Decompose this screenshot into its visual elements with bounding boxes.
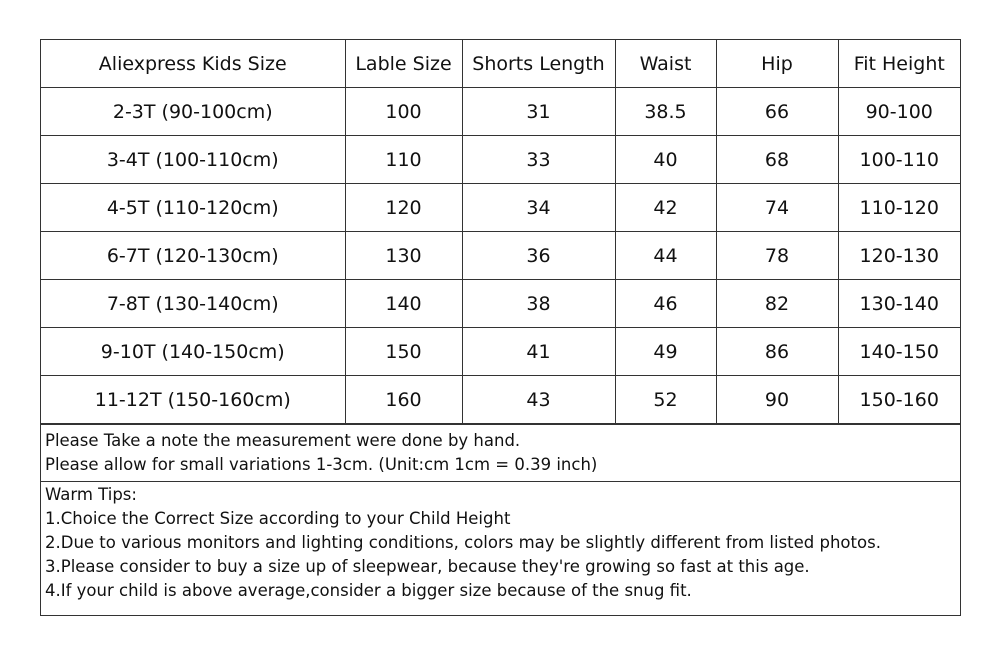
table-row — [41, 280, 960, 328]
cell-waist: 52 — [615, 376, 716, 424]
cell-label-size: 120 — [345, 184, 462, 232]
cell-label-size: 110 — [345, 136, 462, 184]
cell-fit-height: 140-150 — [838, 328, 960, 376]
cell-waist: 40 — [615, 136, 716, 184]
cell-shorts-length: 41 — [462, 328, 615, 376]
cell-hip: 74 — [716, 184, 838, 232]
cell-label-size: 150 — [345, 328, 462, 376]
cell-label-size: 140 — [345, 280, 462, 328]
cell-hip: 68 — [716, 136, 838, 184]
cell-fit-height: 110-120 — [838, 184, 960, 232]
header-label-size: Lable Size — [345, 40, 462, 88]
cell-kids-size: 6-7T (120-130cm) — [41, 232, 345, 280]
tip-item: 3.Please consider to buy a size up of sleepwear, because they're growing so fast at this age. — [45, 557, 810, 576]
cell-shorts-length: 34 — [462, 184, 615, 232]
header-kids-size: Aliexpress Kids Size — [41, 40, 345, 88]
cell-shorts-length: 36 — [462, 232, 615, 280]
table-header-row — [41, 40, 960, 88]
cell-fit-height: 90-100 — [838, 88, 960, 136]
cell-hip: 86 — [716, 328, 838, 376]
cell-shorts-length: 38 — [462, 280, 615, 328]
header-fit-height: Fit Height — [838, 40, 960, 88]
warm-tips — [41, 481, 960, 615]
table-row — [41, 328, 960, 376]
cell-hip: 78 — [716, 232, 838, 280]
cell-kids-size: 2-3T (90-100cm) — [41, 88, 345, 136]
cell-shorts-length: 33 — [462, 136, 615, 184]
cell-waist: 44 — [615, 232, 716, 280]
cell-shorts-length: 43 — [462, 376, 615, 424]
note-line-hand-measured: Please Take a note the measurement were done by hand. — [45, 431, 521, 450]
cell-kids-size: 3-4T (100-110cm) — [41, 136, 345, 184]
cell-fit-height: 120-130 — [838, 232, 960, 280]
cell-kids-size: 11-12T (150-160cm) — [41, 376, 345, 424]
tip-item: 4.If your child is above average,consider a bigger size because of the snug fit. — [45, 581, 692, 600]
cell-waist: 46 — [615, 280, 716, 328]
cell-kids-size: 7-8T (130-140cm) — [41, 280, 345, 328]
cell-hip: 82 — [716, 280, 838, 328]
warm-tips-title: Warm Tips: — [45, 485, 137, 504]
cell-kids-size: 9-10T (140-150cm) — [41, 328, 345, 376]
cell-hip: 90 — [716, 376, 838, 424]
size-table — [41, 40, 960, 424]
measurement-note — [41, 424, 960, 481]
tip-item: 2.Due to various monitors and lighting conditions, colors may be slightly different from listed photos. — [45, 533, 881, 552]
cell-label-size: 130 — [345, 232, 462, 280]
header-shorts-length: Shorts Length — [462, 40, 615, 88]
header-waist: Waist — [615, 40, 716, 88]
table-row — [41, 232, 960, 280]
cell-waist: 38.5 — [615, 88, 716, 136]
cell-fit-height: 130-140 — [838, 280, 960, 328]
tip-item: 1.Choice the Correct Size according to your Child Height — [45, 509, 511, 528]
table-row — [41, 88, 960, 136]
cell-shorts-length: 31 — [462, 88, 615, 136]
cell-kids-size: 4-5T (110-120cm) — [41, 184, 345, 232]
cell-fit-height: 100-110 — [838, 136, 960, 184]
cell-fit-height: 150-160 — [838, 376, 960, 424]
header-hip: Hip — [716, 40, 838, 88]
table-row — [41, 184, 960, 232]
cell-waist: 49 — [615, 328, 716, 376]
table-row — [41, 376, 960, 424]
size-chart — [40, 39, 961, 616]
cell-label-size: 160 — [345, 376, 462, 424]
cell-label-size: 100 — [345, 88, 462, 136]
table-row — [41, 136, 960, 184]
cell-hip: 66 — [716, 88, 838, 136]
cell-waist: 42 — [615, 184, 716, 232]
note-line-variation: Please allow for small variations 1-3cm. (Unit:cm 1cm = 0.39 inch) — [45, 455, 598, 474]
